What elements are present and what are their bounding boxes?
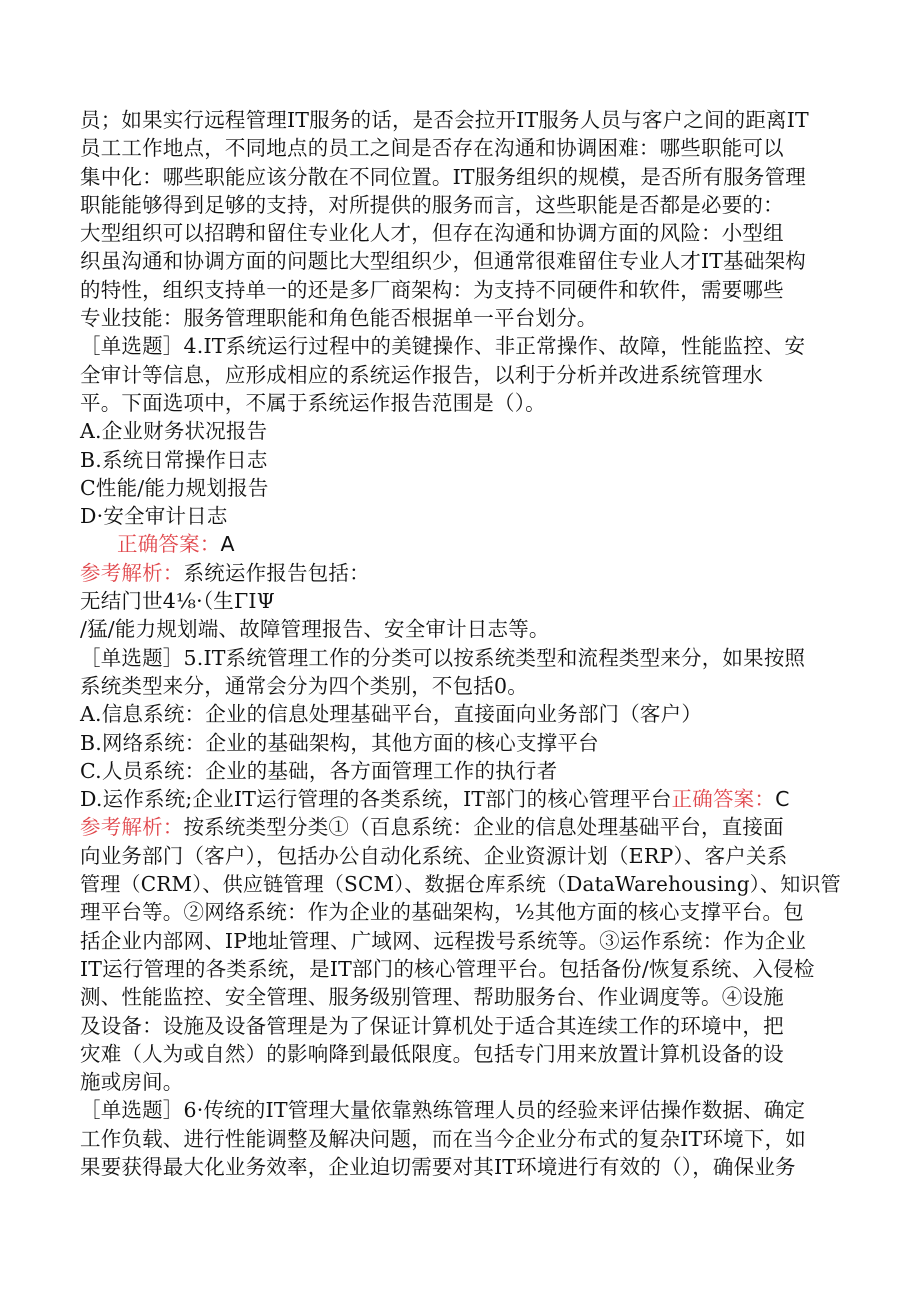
intro-paragraph — [80, 106, 840, 332]
analysis-line: 理平台等。②网络系统：作为企业的基础架构，½其他方面的核心支撑平台。包 — [80, 900, 804, 925]
analysis-label: 参考解析： — [80, 560, 184, 585]
correct-answer-label: 正确答案： — [117, 532, 221, 557]
text-line: 专业技能：服务管理职能和角色能否根据单一平台划分。 — [80, 306, 598, 331]
option-b: B.网络系统：企业的基础架构，其他方面的核心支撑平台 — [80, 730, 599, 755]
option-a: A.信息系统：企业的信息处理基础平台，直接面向业务部门（客户） — [80, 702, 703, 727]
analysis-text: 按系统类型分类①（百息系统：企业的信息处理基础平台，直接面 — [183, 815, 784, 840]
text-line: 织虽沟通和协调方面的问题比大型组织少，但通常很难留住专业人才IT基础架构 — [80, 249, 806, 274]
option-b: B.系统日常操作日志 — [80, 447, 268, 472]
option-a: A.企业财务状况报告 — [80, 419, 268, 444]
correct-answer — [80, 530, 840, 558]
analysis-line: 灾难（人为或自然）的影响降到最低限度。包括专门用来放置计算机设备的设 — [80, 1041, 784, 1066]
option-d: D·安全审计日志 — [80, 504, 228, 529]
question-stem-line: 全审计等信息，应形成相应的系统运作报告，以利于分析并改进系统管理水 — [80, 362, 764, 387]
correct-answer-label: 正确答案： — [671, 787, 776, 812]
option-c: C.人员系统：企业的基础，各方面管理工作的执行者 — [80, 758, 558, 783]
question-4 — [80, 332, 840, 643]
analysis-line: /猛/能力规划端、故障管理报告、安全审计日志等。 — [80, 617, 550, 642]
analysis-line: 及设备：设施及设备管理是为了保证计算机处于适合其连续工作的环境中，把 — [80, 1013, 784, 1038]
analysis-line: IT运行管理的各类系统，是IT部门的核心管理平台。包括备份/恢复系统、入侵检 — [80, 956, 815, 981]
analysis-line: 括企业内部网、IP地址管理、广域网、远程拨号系统等。③运作系统：作为企业 — [80, 928, 807, 953]
question-stem-line: 工作负载、进行性能调整及解决问题，而在当今企业分布式的复杂IT环境下，如 — [80, 1126, 806, 1151]
analysis-line: 施或房间。 — [80, 1070, 184, 1095]
analysis-line: 向业务部门（客户），包括办公自动化系统、企业资源计划（ERP）、客户关系 — [80, 843, 788, 868]
analysis-label: 参考解析： — [80, 815, 184, 840]
option-d: D.运作系统;企业IT运行管理的各类系统，IT部门的核心管理平台 — [80, 787, 672, 812]
text-line: 大型组织可以招聘和留住专业化人才，但存在沟通和协调方面的风险：小型组 — [80, 221, 784, 246]
question-stem-line: ［单选题］4.IT系统运行过程中的美键操作、非正常操作、故障，性能监控、安 — [80, 334, 806, 359]
text-line: 集中化：哪些职能应该分散在不同位置。IT服务组织的规模，是否所有服务管理 — [80, 164, 806, 189]
correct-answer-value: A — [220, 532, 235, 557]
analysis-text: 系统运作报告包括： — [183, 560, 370, 585]
text-line: 职能能够得到足够的支持，对所提供的服务而言，这些职能是否都是必要的： — [80, 192, 784, 217]
text-line: 员工工作地点，不同地点的员工之间是否存在沟通和协调困难：哪些职能可以 — [80, 136, 784, 161]
option-d-with-answer — [80, 785, 840, 813]
option-c: C性能/能力规划报告 — [80, 475, 269, 500]
document-page — [80, 106, 840, 1181]
analysis-line: 测、性能监控、安全管理、服务级别管理、帮助服务台、作业调度等。④设施 — [80, 985, 784, 1010]
analysis — [80, 813, 840, 841]
analysis-line: 管理（CRM）、供应链管理（SCM）、数据仓库系统（DataWarehousing）、知识管 — [80, 872, 841, 897]
question-stem-line: 系统类型来分，通常会分为四个类别，不包括0。 — [80, 673, 528, 698]
question-5 — [80, 644, 840, 1097]
text-line: 的特性，组织支持单一的还是多厂商架构：为支持不同硬件和软件，需要哪些 — [80, 277, 784, 302]
correct-answer-value: C — [775, 787, 790, 812]
analysis — [80, 559, 840, 587]
question-stem-line: 平。下面选项中，不属于系统运作报告范围是（）。 — [80, 390, 546, 415]
question-stem-line: 果要获得最大化业务效率，企业迫切需要对其IT环境进行有效的（），确保业务 — [80, 1154, 796, 1179]
question-stem-line: ［单选题］6·传统的IT管理大量依靠熟练管理人员的经验来评估操作数据、确定 — [80, 1098, 806, 1123]
question-stem-line: ［单选题］5.IT系统管理工作的分类可以按系统类型和流程类型来分，如果按照 — [80, 645, 806, 670]
text-line: 员；如果实行远程管理IT服务的话，是否会拉开IT服务人员与客户之间的距离IT — [80, 108, 809, 132]
analysis-line: 无结门世4⅛·（生ΓIΨ — [80, 589, 275, 614]
question-6 — [80, 1096, 840, 1181]
